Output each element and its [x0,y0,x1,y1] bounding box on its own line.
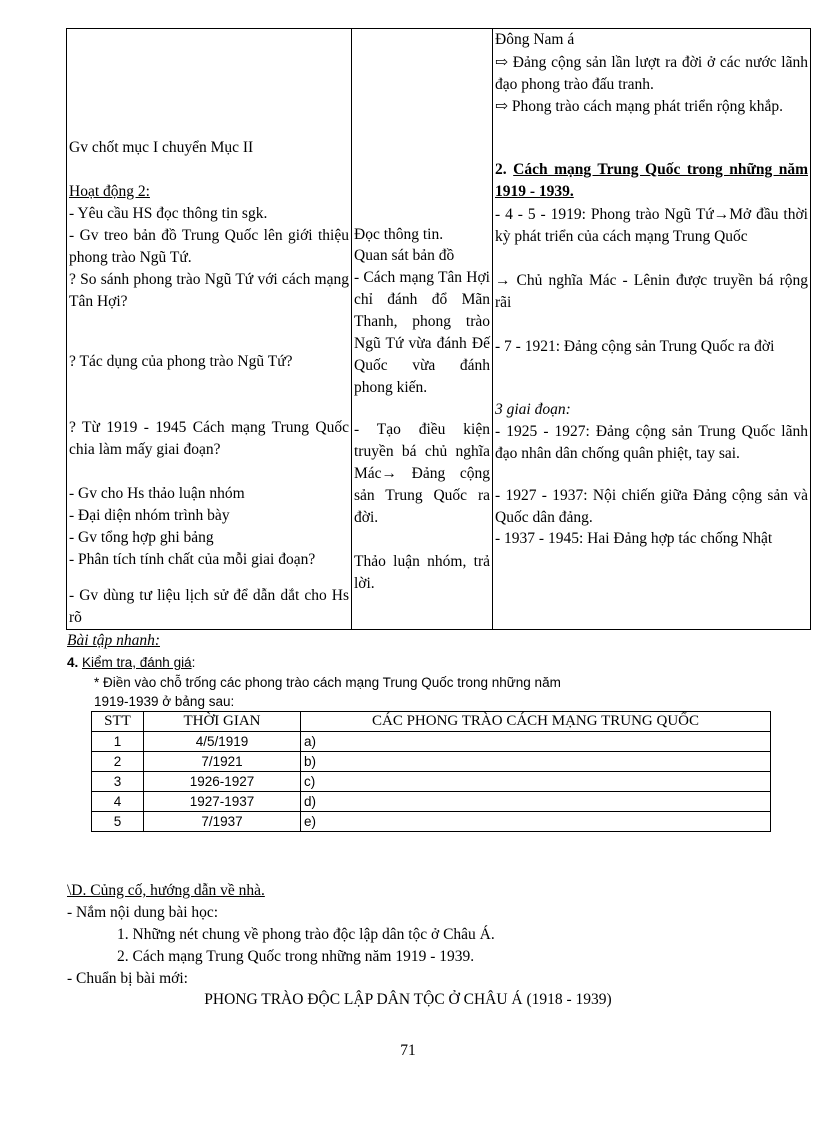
teacher-line: ? So sánh phong trào Ngũ Tứ với cách mạng Tân Hợi? [69,271,349,310]
section-2-heading: 2. Cách mạng Trung Quốc trong những năm 1919 - 1939. [495,161,809,200]
time-cell: 4/5/1919 [144,732,301,752]
student-line: - Tạo điều kiện truyền bá chủ nghĩa Mác→ Đảng cộng sản Trung Quốc ra đời. [354,421,490,526]
page-number: 71 [400,1042,416,1059]
stt-cell: 3 [92,772,144,792]
student-line: Thảo luận nhóm, trả lời. [354,553,490,592]
time-cell: 1926-1927 [144,772,301,792]
teacher-line: ? Từ 1919 - 1945 Cách mạng Trung Quốc chia làm mấy giai đoạn? [69,419,349,458]
activity-title: Hoạt động 2: [69,183,150,200]
review-instruction: - Nắm nội dung bài học: [67,904,219,921]
table-row [92,792,771,812]
content-cell [493,29,811,630]
section-4-heading: 4. Kiểm tra, đánh giá: [67,655,196,670]
stages-title: 3 giai đoạn: [495,401,571,418]
header-movements: CÁC PHONG TRÀO CÁCH MẠNG TRUNG QUỐC [301,712,771,732]
teacher-line: - Gv tổng hợp ghi bảng [69,529,214,546]
answer-cell[interactable]: a) [301,732,771,752]
teacher-line: - Gv cho Hs thảo luận nhóm [69,485,245,502]
time-cell: 7/1937 [144,812,301,832]
content-text: - 4 - 5 - 1919: Phong trào Ngũ Tứ→Mở đầu thời kỳ phát triển của cách mạng Trung Quốc [495,206,808,245]
conclude-text: Gv chốt mục I chuyển Mục II [69,139,254,156]
review-item: 1. Những nét chung về phong trào độc lập dân tộc ở Châu Á. [117,926,495,943]
student-line: - Cách mạng Tân Hợi chỉ đánh đổ Mãn Thanh, phong trào Ngũ Tứ vừa đánh Đế Quốc vừa đánh phong kiến. [354,269,490,396]
header-stt: STT [92,712,144,732]
teacher-line: - Yêu cầu HS đọc thông tin sgk. [69,205,268,222]
teacher-line: - Đại diện nhóm trình bày [69,507,230,524]
next-lesson-title: PHONG TRÀO ĐỘC LẬP DÂN TỘC Ở CHÂU Á (1918 - 1939) [204,991,612,1008]
teacher-line: - Gv dùng tư liệu lịch sử để dẫn dắt cho Hs rõ [69,587,349,626]
stt-cell: 2 [92,752,144,772]
lesson-table [66,28,811,630]
stage-text: - 1927 - 1937: Nội chiến giữa Đảng cộng sản và Quốc dân đảng. [495,487,808,526]
content-text: → Chủ nghĩa Mác - Lênin được truyền bá rộng rãi [495,272,808,311]
teacher-question: ? Tác dụng của phong trào Ngũ Tứ? [69,353,293,370]
table-row [92,772,771,792]
stt-cell: 1 [92,732,144,752]
student-line: Quan sát bản đồ [354,247,455,264]
table-row [92,812,771,832]
student-activity-cell [352,29,493,630]
quick-exercise-label: Bài tập nhanh: [67,632,160,649]
answer-cell[interactable]: c) [301,772,771,792]
answer-cell[interactable]: d) [301,792,771,812]
prepare-instruction: - Chuẩn bị bài mới: [67,970,188,987]
review-item: 2. Cách mạng Trung Quốc trong những năm 1919 - 1939. [117,948,475,965]
exercise-table [91,711,771,832]
content-text: Đông Nam á [495,31,575,48]
instruction-text: * Điền vào chỗ trống các phong trào cách mạng Trung Quốc trong những năm [94,675,561,690]
answer-cell[interactable]: b) [301,752,771,772]
instruction-text: 1919-1939 ở bảng sau: [94,694,235,709]
stt-cell: 5 [92,812,144,832]
time-cell: 1927-1937 [144,792,301,812]
answer-cell[interactable]: e) [301,812,771,832]
content-text: ⇨ Phong trào cách mạng phát triển rộng khắp. [495,98,784,115]
teacher-line: - Phân tích tính chất của mỗi giai đoạn? [69,551,316,568]
table-row [92,732,771,752]
stage-text: - 1937 - 1945: Hai Đảng hợp tác chống Nhật [495,530,773,547]
teacher-activity-cell [67,29,352,630]
table-header-row [92,712,771,732]
teacher-line: - Gv treo bản đồ Trung Quốc lên giới thiệu phong trào Ngũ Tứ. [69,227,349,266]
stt-cell: 4 [92,792,144,812]
student-line: Đọc thông tin. [354,226,444,243]
header-time: THỜI GIAN [144,712,301,732]
section-d-heading: \D. Củng cố, hướng dẫn về nhà. [67,882,265,899]
content-text: ⇨ Đảng cộng sản lần lượt ra đời ở các nước lãnh đạo phong trào đấu tranh. [495,54,808,93]
time-cell: 7/1921 [144,752,301,772]
table-row [92,752,771,772]
content-text: - 7 - 1921: Đảng cộng sản Trung Quốc ra đời [495,338,775,355]
stage-text: - 1925 - 1927: Đảng cộng sản Trung Quốc lãnh đạo nhân dân chống quân phiệt, tay sai. [495,423,808,462]
